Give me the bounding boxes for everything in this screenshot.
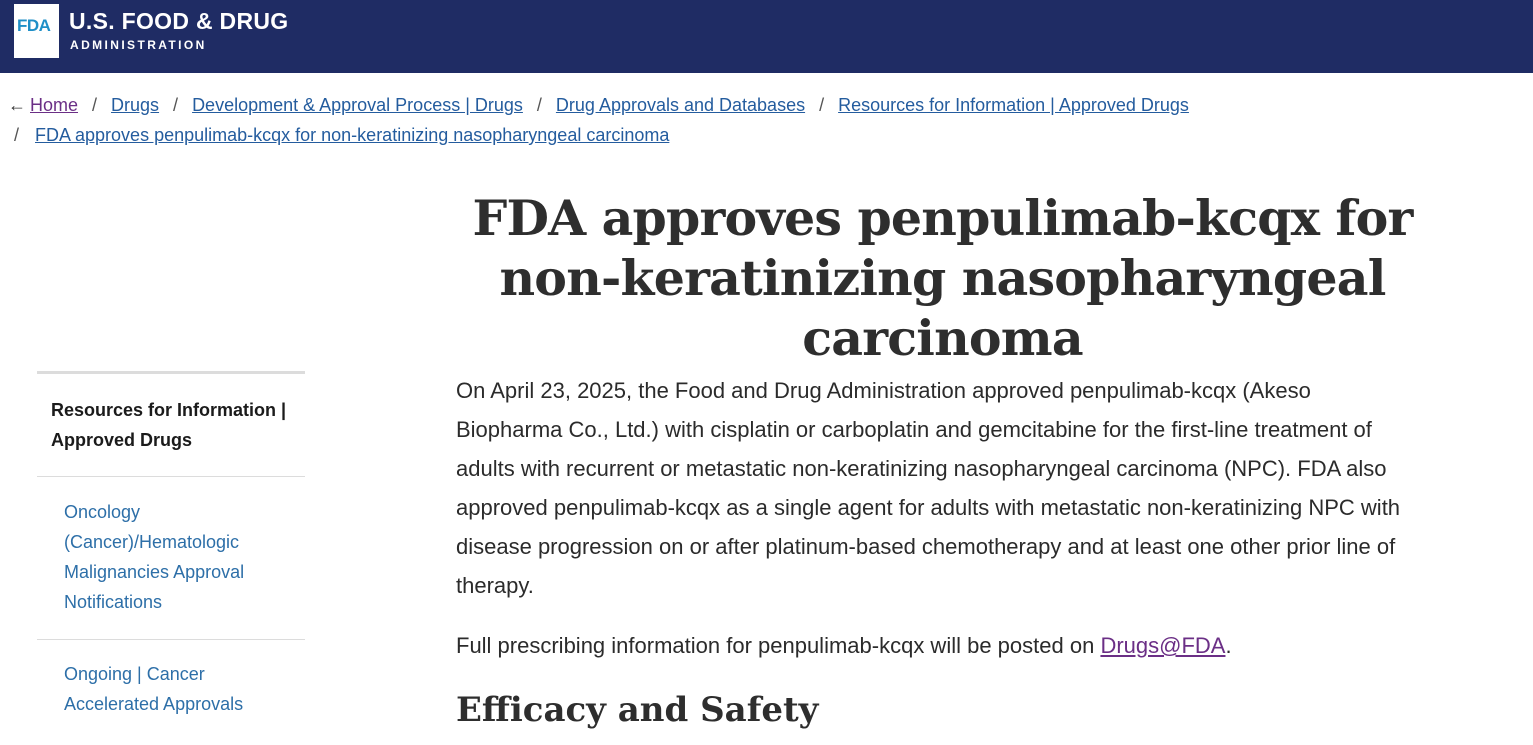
prescribing-info-text: Full prescribing information for penpulimab-kcqx will be posted on <box>456 633 1101 658</box>
efficacy-safety-heading: Efficacy and Safety <box>456 690 819 730</box>
breadcrumb-home[interactable]: Home <box>30 95 79 115</box>
prescribing-info-period: . <box>1225 633 1232 658</box>
breadcrumb-drug-approvals-databases[interactable]: Drug Approvals and Databases <box>555 95 806 115</box>
breadcrumb-drugs[interactable]: Drugs <box>111 95 160 115</box>
site-subtitle: ADMINISTRATION <box>70 38 207 52</box>
intro-paragraph: On April 23, 2025, the Food and Drug Administration approved penpulimab-kcqx (Akeso Biopharma Co., Ltd.) with cisplatin or carboplatin and gemcitabine for the first-line treatment of adults with recurrent or metastatic non-keratinizing nasopharyngeal carcinoma (NPC). FDA also approved penpulimab-kcqx as a single agent for adults with metastatic non-keratinizing NPC with disease progression on or after platinum-based chemotherapy and at least one other prior line of therapy. <box>456 378 1401 598</box>
breadcrumb <box>8 90 1308 150</box>
breadcrumb-separator: / <box>92 95 98 115</box>
breadcrumb-current-page[interactable]: FDA approves penpulimab-kcqx for non-keratinizing nasopharyngeal carcinoma <box>35 125 670 145</box>
logo-text: FDA <box>17 16 51 35</box>
breadcrumb-separator: / <box>14 125 20 145</box>
site-header <box>0 0 1533 73</box>
sidebar-divider <box>37 639 305 640</box>
sidebar-divider <box>37 476 305 477</box>
back-arrow-icon: ← <box>8 95 26 115</box>
page-title: FDA approves penpulimab-kcqx for non-keratinizing nasopharyngeal carcinoma <box>472 189 1413 367</box>
prescribing-info-paragraph <box>456 626 1421 665</box>
sidebar-top-divider <box>37 371 305 374</box>
sidebar-item-oncology-approvals[interactable]: Oncology (Cancer)/Hematologic Malignancies Approval Notifications <box>64 502 245 612</box>
sidebar-item-accelerated-approvals[interactable]: Ongoing | Cancer Accelerated Approvals <box>64 664 244 714</box>
site-title[interactable]: U.S. FOOD & DRUG <box>69 8 289 34</box>
drugs-at-fda-link[interactable]: Drugs@FDA <box>1100 633 1226 658</box>
breadcrumb-development-approval[interactable]: Development & Approval Process | Drugs <box>192 95 523 115</box>
breadcrumb-separator: / <box>173 95 179 115</box>
fda-logo[interactable] <box>14 4 59 58</box>
sidebar-heading[interactable]: Resources for Information | Approved Drugs <box>51 400 287 450</box>
breadcrumb-resources-approved-drugs[interactable]: Resources for Information | Approved Drugs <box>838 95 1189 115</box>
breadcrumb-separator: / <box>819 95 825 115</box>
breadcrumb-separator: / <box>536 95 542 115</box>
